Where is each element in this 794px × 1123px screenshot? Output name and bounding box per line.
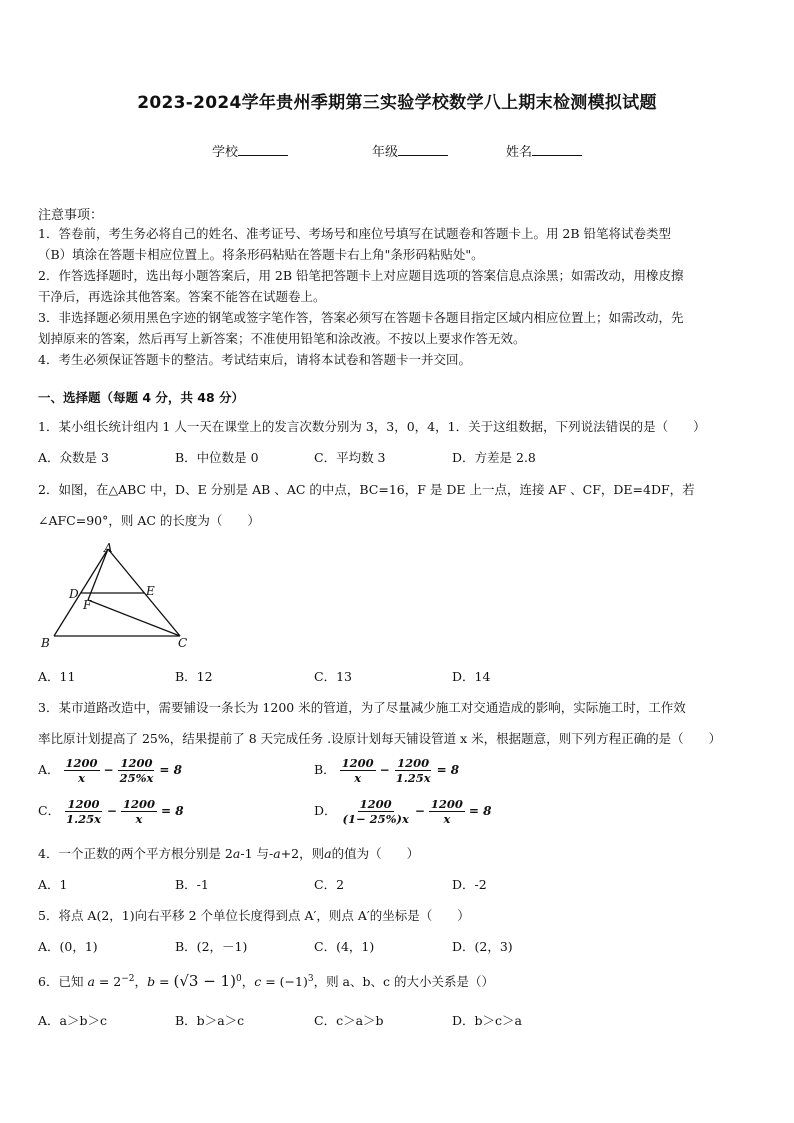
q3-option-b: B． $\frac{1200}{x}$ − $\frac{1200}{1.25x}$ = 8: [314, 756, 460, 785]
q2-option-c: C．13: [314, 669, 352, 684]
q6-option-d: D．b＞c＞a: [452, 1013, 522, 1028]
grade-label: 年级: [372, 145, 399, 160]
fraction: $\frac{1200}{25\%x}$: [119, 756, 154, 785]
segment-af: [88, 549, 108, 600]
q1-option-a: A．众数是 3: [38, 450, 109, 465]
note-line: 4．考生必须保证答题卡的整洁。考试结束后，请将本试卷和答题卡一并交回。: [38, 352, 471, 367]
q5-option-d: D．(2，3): [452, 939, 513, 954]
school-label: 学校: [212, 145, 239, 160]
triangle-figure: [36, 540, 196, 655]
name-field: [506, 141, 582, 160]
q5-option-a: A．(0，1): [38, 939, 98, 954]
note-line: 1．答卷前，考生务必将自己的姓名、准考证号、考场号和座位号填写在试题卷和答题卡上。用 2B 铅笔将试卷类型: [38, 226, 672, 241]
fraction: $\frac{1200}{(1- 25\%)x}$: [342, 797, 409, 826]
section-heading: 一、选择题（每题 4 分，共 48 分）: [38, 390, 245, 405]
name-label: 姓名: [506, 145, 533, 160]
grade-field: [372, 141, 448, 160]
label-c: C: [178, 636, 188, 650]
label-e: E: [146, 584, 155, 598]
question-3-stem: 3．某市道路改造中，需要铺设一条长为 1200 米的管道，为了尽量减少施工对交通造成的影响，实际施工时，工作效: [38, 700, 686, 715]
note-line: （B）填涂在答题卡相应位置上。将条形码粘贴在答题卡右上角"条形码粘贴处"。: [38, 247, 484, 262]
q6-option-b: B．b＞a＞c: [175, 1013, 245, 1028]
fraction: $\frac{1200}{x}$: [65, 756, 98, 785]
question-3-stem-cont: 率比原计划提高了 25%，结果提前了 8 天完成任务 .设原计划每天铺设管道 x 米，根据题意，则下列方程正确的是（ ）: [38, 731, 722, 746]
note-line: 划掉原来的答案，然后再写上新答案；不准使用铅笔和涂改液。不按以上要求作答无效。: [38, 331, 526, 346]
q5-option-b: B．(2，－1): [175, 939, 248, 954]
school-blank: [238, 144, 288, 156]
fraction: $\frac{1200}{x}$: [341, 756, 374, 785]
label-d: D: [69, 587, 79, 601]
question-2-stem-cont: ∠AFC=90°，则 AC 的长度为（ ）: [38, 513, 260, 528]
q4-option-d: D．-2: [452, 877, 487, 892]
note-line: 干净后，再选涂其他答案。答案不能答在试题卷上。: [38, 289, 326, 304]
label-b: B: [41, 636, 50, 650]
q5-option-c: C．(4，1): [314, 939, 375, 954]
q3-option-a: A． $\frac{1200}{x}$ − $\frac{1200}{25\%x}$ = 8: [38, 756, 182, 785]
fraction: $\frac{1200}{1.25x}$: [395, 756, 431, 785]
question-2-stem: 2．如图，在△ABC 中，D、E 分别是 AB 、AC 的中点，BC=16，F 是 DE 上一点，连接 AF 、CF，DE=4DF，若: [38, 482, 695, 497]
q3-option-d: D． $\frac{1200}{(1- 25\%)x}$ − $\frac{1200}{x}$ = 8: [314, 797, 492, 826]
q4-option-c: C．2: [314, 877, 345, 892]
question-5-stem: 5．将点 A(2，1)向右平移 2 个单位长度得到点 A′，则点 A′的坐标是（ ）: [38, 908, 470, 923]
q1-option-b: B．中位数是 0: [175, 450, 259, 465]
school-field: [212, 141, 288, 160]
q6-option-a: A．a＞b＞c: [38, 1013, 107, 1028]
fraction: $\frac{1200}{1.25x}$: [66, 797, 101, 826]
fraction: $\frac{1200}{x}$: [430, 797, 463, 826]
question-4-stem: 4．一个正数的两个平方根分别是 2a-1 与-a+2，则a的值为（ ）: [38, 846, 420, 861]
note-line: 3．非选择题必须用黑色字迹的钢笔或签字笔作答，答案必须写在答题卡各题目指定区域内相应位置上；如需改动，先: [38, 310, 684, 325]
note-line: 2．作答选择题时，选出每小题答案后，用 2B 铅笔把答题卡上对应题目选项的答案信息点涂黑；如需改动，用橡皮擦: [38, 268, 684, 283]
label-a: A: [104, 541, 113, 555]
q2-option-a: A．11: [38, 669, 76, 684]
grade-blank: [398, 144, 448, 156]
name-blank: [532, 144, 582, 156]
q2-option-d: D．14: [452, 669, 491, 684]
question-6-stem: 6．已知 $a = 2^{-2}$，$b = (√3 - 1)^0$，$c = (-1)^3$，则 a、b、c 的大小关系是（）: [38, 972, 494, 990]
q1-option-c: C．平均数 3: [314, 450, 386, 465]
segment-fc: [88, 600, 180, 636]
q4-option-a: A．1: [38, 877, 68, 892]
q4-option-b: B．-1: [175, 877, 209, 892]
q3-option-c: C． $\frac{1200}{1.25x}$ − $\frac{1200}{x}$ = 8: [38, 797, 184, 826]
q1-option-d: D．方差是 2.8: [452, 450, 536, 465]
label-f: F: [83, 598, 92, 612]
page-title: 2023-2024学年贵州季期第三实验学校数学八上期末检测模拟试题: [137, 93, 657, 113]
fraction: $\frac{1200}{x}$: [122, 797, 155, 826]
q2-option-b: B．12: [175, 669, 213, 684]
notes-heading: 注意事项：: [38, 208, 104, 223]
q6-option-c: C．c＞a＞b: [314, 1013, 384, 1028]
question-1-stem: 1．某小组长统计组内 1 人一天在课堂上的发言次数分别为 3，3，0，4，1．关于这组数据，下列说法错误的是（ ）: [38, 419, 706, 434]
